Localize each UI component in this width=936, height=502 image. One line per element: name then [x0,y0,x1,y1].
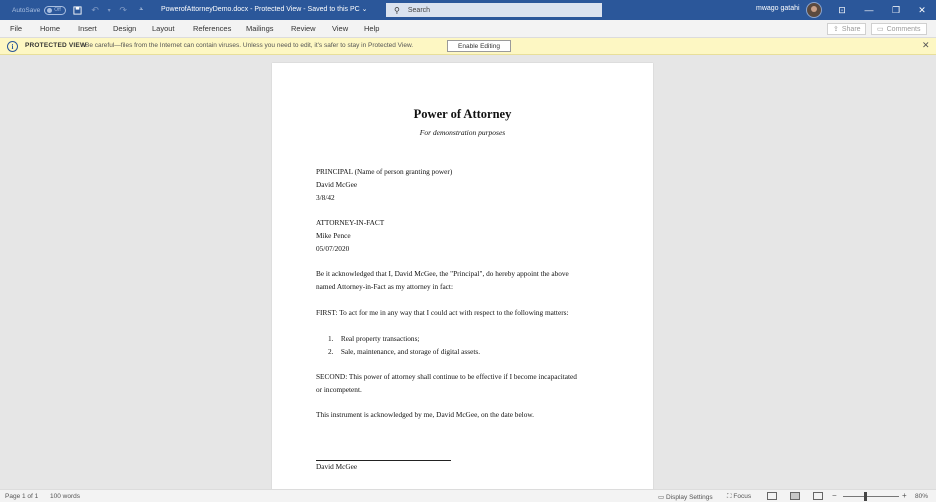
second-clause: SECOND: This power of attorney shall continue to be effective if I become incapacitated [316,372,577,381]
document-title[interactable]: PowerofAttorneyDemo.docx - Protected View - Saved to this PC ⌄ [161,6,368,13]
search-icon: ⚲ [394,5,400,15]
tab-review[interactable]: Review [291,24,316,33]
attorney-heading: ATTORNEY-IN-FACT [316,218,385,227]
print-layout-icon[interactable] [790,492,800,500]
principal-name: David McGee [316,180,358,189]
protected-view-message: Be careful—files from the Internet can contain viruses. Unless you need to edit, it's safer to stay in Protected View. [85,42,414,49]
protected-view-bar [0,38,936,55]
restore-icon[interactable]: ❐ [891,4,901,15]
zoom-out-icon[interactable]: − [832,491,837,500]
undo-icon[interactable]: ↶ [91,4,99,15]
second-clause: or incompetent. [316,385,362,394]
info-icon: i [7,41,18,52]
share-button[interactable] [827,23,866,35]
ribbon-tabs [0,20,936,38]
tab-insert[interactable]: Insert [78,24,97,33]
document-title-heading: Power of Attorney [413,107,512,121]
enable-editing-button[interactable]: Enable Editing [447,40,511,52]
ribbon-display-options-icon[interactable]: ⊡ [838,4,846,15]
tab-help[interactable]: Help [364,24,380,33]
zoom-level[interactable]: 80% [915,493,929,500]
save-icon[interactable] [70,3,84,17]
comments-button[interactable] [871,23,927,35]
avatar[interactable] [806,2,822,18]
undo-dropdown-icon[interactable]: ▾ [107,7,111,14]
document-subtitle: For demonstration purposes [419,128,506,137]
list-text: Real property transactions; [340,334,420,343]
tab-layout[interactable]: Layout [152,24,175,33]
signature-line [316,460,451,461]
instrument-statement: This instrument is acknowledged by me, David McGee, on the date below. [316,410,534,419]
list-text: Sale, maintenance, and storage of digital assets. [340,347,481,356]
redo-icon[interactable]: ↷ [119,4,127,15]
search-box[interactable] [386,3,602,17]
focus-icon: ⛶ [727,493,732,500]
principal-date: 3/8/42 [316,193,335,202]
attorney-date: 05/07/2020 [316,244,350,253]
tab-file[interactable]: File [10,24,23,33]
display-settings-icon: ▭ [658,494,665,501]
acknowledgement-line: named Attorney-in-Fact as my attorney in fact: [316,282,453,291]
tab-design[interactable]: Design [113,24,137,33]
tab-mailings[interactable]: Mailings [246,24,274,33]
display-settings-label: Display Settings [665,494,713,501]
focus-button[interactable] [727,493,751,501]
display-settings-button[interactable] [658,493,713,501]
quick-access-toolbar [0,0,148,20]
web-layout-icon[interactable] [813,492,823,500]
list-number: 1. [328,334,334,343]
tab-view[interactable]: View [332,24,349,33]
search-placeholder: Search [407,6,431,14]
tab-home[interactable]: Home [40,24,61,33]
zoom-slider-thumb[interactable] [864,492,867,501]
document-page[interactable] [272,63,653,493]
word-count[interactable]: 100 words [50,493,80,500]
comment-icon: ▭ [877,26,884,33]
share-label: Share [841,25,861,33]
zoom-in-icon[interactable]: + [902,491,907,500]
customize-toolbar-icon[interactable]: ⩡ [139,6,144,13]
minimize-icon[interactable]: — [864,5,874,15]
tab-references[interactable]: References [193,24,232,33]
comments-label: Comments [886,25,921,33]
autosave-toggle[interactable]: Off [44,6,66,15]
read-mode-icon[interactable] [767,492,777,500]
status-bar [0,489,936,502]
close-icon[interactable]: ✕ [922,40,930,50]
signature-name: David McGee [316,462,358,471]
first-clause: FIRST: To act for me in any way that I could act with respect to the following matters: [316,308,569,317]
close-icon[interactable]: ✕ [918,4,926,15]
list-item [328,347,480,356]
zoom-slider[interactable] [843,496,899,497]
principal-heading: PRINCIPAL (Name of person granting power) [316,167,453,176]
page-count[interactable]: Page 1 of 1 [5,493,39,500]
acknowledgement-line: Be it acknowledged that I, David McGee, the "Principal", do hereby appoint the above [316,269,569,278]
list-number: 2. [328,347,334,356]
user-name[interactable]: mwago gatahi [756,5,800,12]
title-bar [0,0,936,20]
protected-view-title: PROTECTED VIEW [25,42,87,49]
share-icon: ⇪ [833,26,839,33]
autosave-label: AutoSave [12,6,41,14]
focus-label: Focus [733,493,752,500]
list-item [328,334,419,343]
attorney-name: Mike Pence [316,231,351,240]
